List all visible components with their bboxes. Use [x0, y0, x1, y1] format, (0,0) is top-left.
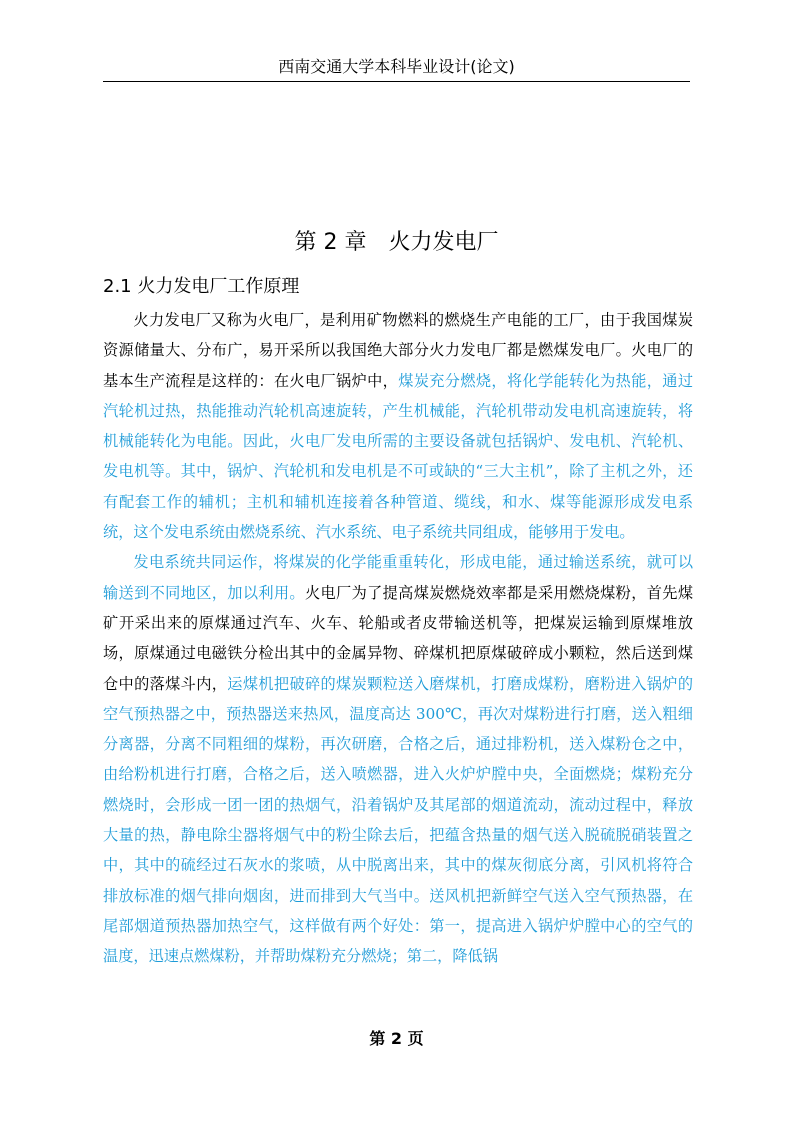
text-run: 火电厂为了提高煤炭燃烧效率都是采用燃烧煤粉，首先煤矿开采出来的原煤通过汽车、火车、轮船或者皮带输送机等，把煤炭运输到原煤堆放场，原煤通过电磁铁分检出其中的金属异物、碎煤机把原煤破碎成小颗粒，然后送到煤仓中的落煤斗内， [103, 583, 694, 693]
text-run-highlighted: 运煤机把破碎的煤炭颗粒送入磨煤机，打磨成煤粉，磨粉进入锅炉的空气预热器之中，预热器送来热风，温度高达 300℃，再次对煤粉进行打磨，送入粗细分离器，分离不同粗细的煤粉，再次研磨，合格之后，通过排粉机，送入煤粉仓之中，由给粉机进行打磨，合格之后，送入喷燃器，进入火炉炉膛中央，全面燃烧；煤粉充分燃烧时，会形成一团一团的热烟气，沿着锅炉及其尾部的烟道流动，流动过程中，释放大量的热，静电除尘器将烟气中的粉尘除去后，把蕴含热量的烟气送入脱硫脱硝装置之中，其中的硫经过石灰水的浆喷，从中脱离出来，其中的煤灰彻底分离，引风机将符合排放标准的烟气排向烟囱，进而排到大气当中。 [103, 674, 694, 905]
chapter-title: 第 2 章 火力发电厂 [294, 230, 499, 255]
running-header: 西南交通大学本科毕业设计(论文) [278, 57, 515, 76]
header-divider [103, 81, 690, 82]
body-text [103, 305, 693, 972]
paragraph-1 [103, 305, 693, 547]
text-run: 火力发电厂又称为火电厂，是利用矿物燃料的燃烧生产电能的工厂，由于我国煤炭资源储量大、分布广，易开采所以我国绝大部分火力发电厂都是燃煤发电厂。火电厂的基本生产流程是这样的：在火电厂锅炉中， [103, 311, 693, 390]
page-number: 第 2 页 [369, 1029, 424, 1048]
text-run-highlighted: 送风机把新鲜空气送入空气预热器，在尾部烟道预热器加热空气，这样做有两个好处：第一，提高进入锅炉炉膛中心的空气的温度，迅速点燃煤粉，并帮助煤粉充分燃烧；第二，降低锅 [103, 886, 694, 966]
text-run-highlighted: 煤炭充分燃烧，将化学能转化为热能，通过汽轮机过热，热能推动汽轮机高速旋转，产生机械能，汽轮机带动发电机高速旋转，将机械能转化为电能。因此，火电厂发电所需的主要设备就包括锅炉、发电机、汽轮机、发电机等。其中，锅炉、汽轮机和发电机是不可或缺的“三大主机”，除了主机之外，还有配套工作的辅机；主机和辅机连接着各种管道、缆线，和水、煤等能源形成发电系统，这个发电系统由燃烧系统、汽水系统、电子系统共同组成，能够用于发电。 [103, 371, 694, 542]
paragraph-2 [103, 547, 693, 971]
section-title: 2.1 火力发电厂工作原理 [103, 276, 300, 297]
text-run-highlighted: 发电系统共同运作，将煤炭的化学能重重转化，形成电能，通过输送系统，就可以输送到不同地区，加以利用。 [103, 553, 693, 602]
